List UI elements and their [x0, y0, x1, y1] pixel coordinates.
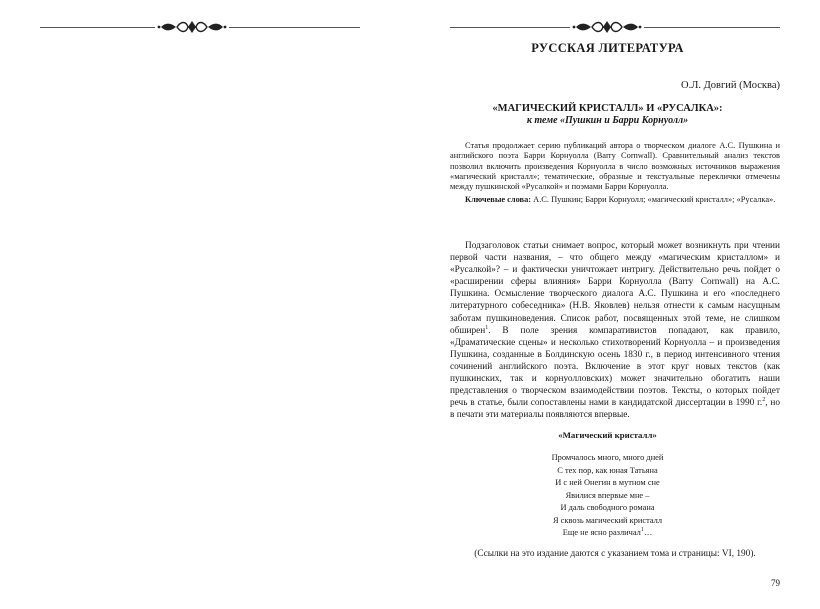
article-author: О.Л. Довгий (Москва) [681, 80, 780, 91]
poem-line: И с ней Онегин в мутном сне [555, 478, 660, 487]
poem-line: С тех пор, как юная Татьяна [557, 465, 658, 475]
left-header-rule-left [40, 27, 155, 28]
body-paragraph: Подзаголовок статьи снимает вопрос, который может возникнуть при чтении первой части названия, – что общего между «магическим кристаллом» и «Русалкой»? – и фактически уничтожает интригу. Действительно речь пойдет о «расширении сферы влияния» Барри Корнуолла (Barry Cornwall) на А.С. Пушкина. Осмысление творческого диалога А.С. Пушкина и его «последнего литературного собеседника» (Н.В. Яковлев) нельзя отнести к самым насущным заботам пушкиноведения. Список работ, посвященных этой теме, не слишком обширен$^1$. В поле зрения компаративистов попадают, как правило, «Драматические сцены» и несколько стихотворений Корнуолла – и произведения Пушкина, созданные в Болдинскую осень 1830 г., в период интенсивного чтения сочинений английского поэта. Включение в этот круг новых текстов (как пушкинских, так и корнуолловских) может значительно обогатить наши представления о творческом взаимодействии поэтов. Тексты, о которых пойдет речь в статье, были сопоставлены нами в кандидатской диссертации в 1990 г.$^2$, но в печати эти материалы появляются впервые. [450, 241, 781, 421]
abstract [450, 141, 780, 206]
poem-line: Я сквозь магический кристалл [553, 515, 662, 525]
article-subtitle: к теме «Пушкин и Барри Корнуолл» [526, 115, 689, 126]
left-header-rule-right [229, 27, 360, 28]
poem-line: Промчалось много, много дней [551, 453, 664, 462]
poem-line: Еще не ясно различал$^1$… [562, 527, 653, 537]
keywords [450, 195, 780, 205]
ornament-icon [572, 20, 642, 34]
poem-line: Явилися впервые мне – [565, 490, 650, 500]
article-title: «МАГИЧЕСКИЙ КРИСТАЛЛ» И «РУСАЛКА»: [492, 103, 723, 114]
citation-note: (Ссылки на это издание даются с указанием тома и страницы: VI, 190). [474, 549, 756, 559]
abstract-text: Статья продолжает серию публикаций автора о творческом диалоге А.С. Пушкина и английского поэта Барри Корнуолла (Barry Cornwall). Сравнительный анализ текстов позволил включить произведения Корнуолла в число возможных источников выражения «магический кристалл»; тематические, образные и текстуальные переклички отмечены между пушкинской «Русалкой» и поэмами Барри Корнуолла. [450, 141, 780, 192]
ornament-icon [157, 20, 227, 34]
footnote-ref: 1 [640, 527, 644, 534]
keywords-list: А.С. Пушкин; Барри Корнуолл; «магический кристалл»; «Русалка». [531, 195, 776, 205]
article-body [450, 240, 780, 421]
keywords-label: Ключевые слова: [465, 195, 532, 205]
section-title: РУССКАЯ ЛИТЕРАТУРА [531, 41, 684, 55]
right-header-rule-left [450, 27, 570, 28]
poem-epigraph [435, 452, 780, 540]
section-heading: «Магический кристалл» [558, 430, 657, 440]
page-number: 79 [771, 578, 780, 588]
footnote-ref: 1 [485, 324, 489, 331]
footnote-ref: 2 [762, 397, 766, 404]
right-header-rule-right [644, 27, 780, 28]
poem-line: И даль свободного романа [560, 503, 655, 512]
